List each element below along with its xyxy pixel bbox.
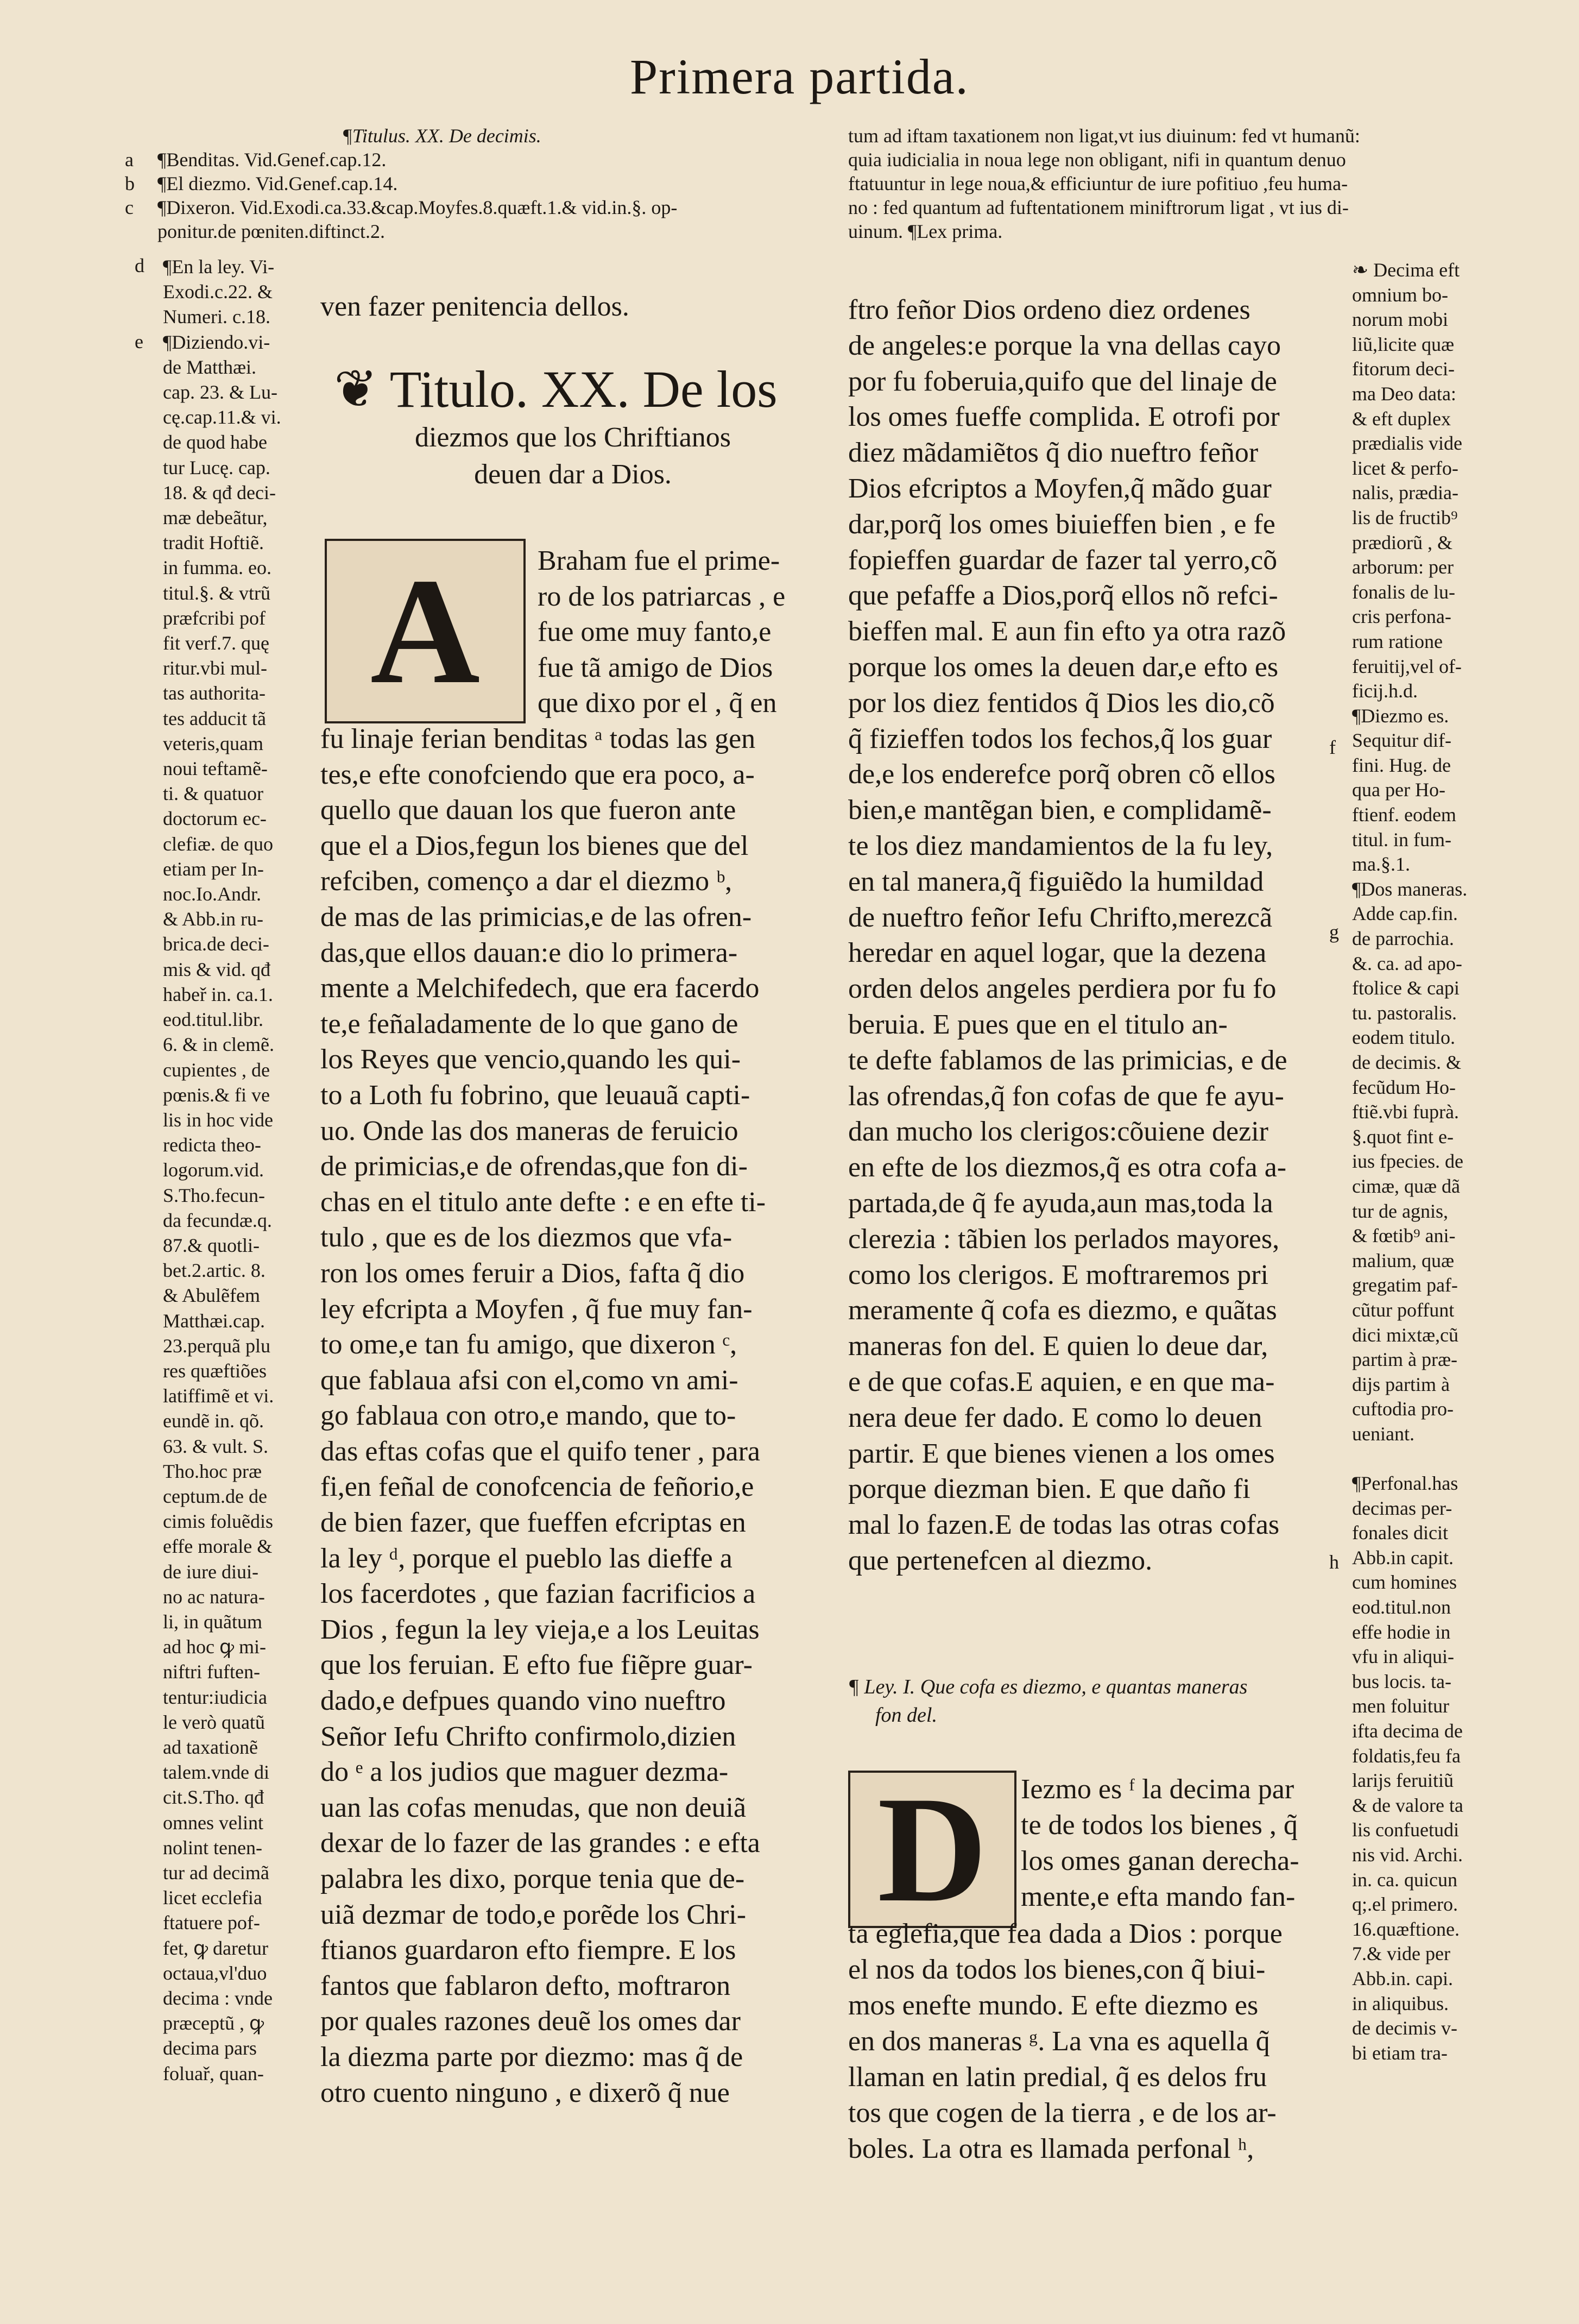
text-line: & Abulẽfem (163, 1284, 260, 1307)
text-line: dan mucho los clerigos:cõuiene dezir (848, 1116, 1268, 1148)
text-line: rum ratione (1352, 630, 1443, 652)
text-line: te,e feñaladamente de lo que gano de (320, 1008, 738, 1040)
text-line: ron los omes feruir a Dios, fafta q̃ dio (320, 1257, 745, 1289)
dropcap-a: A (325, 539, 526, 723)
text-line (1352, 1447, 1493, 1472)
text-line: præceptũ , ꝙ (163, 2012, 264, 2035)
text-line: ad hoc ꝙ mi- (163, 1636, 266, 1658)
text-line: te los diez mandamientos de la fu ley, (848, 830, 1273, 861)
column2-bottom (848, 1916, 1283, 2167)
text-line: ley efcripta a Moyfen , q̃ fue muy fan- (320, 1293, 753, 1325)
text-line: Dios efcriptos a Moyfen,q̃ mãdo guar (848, 473, 1272, 504)
text-line: fecũdum Ho- (1352, 1076, 1456, 1098)
dropcap-d: D (848, 1771, 1016, 1928)
text-line: bus locis. ta- (1352, 1670, 1451, 1692)
text-line: que el a Dios,fegun los bienes que del (320, 830, 749, 861)
text-line: fonales dicit (1352, 1522, 1448, 1544)
text-line: fue tã amigo de Dios (538, 652, 773, 683)
text-line: bien,e mantẽgan bien, e complidamẽ- (848, 795, 1272, 826)
column1-body (320, 721, 766, 2111)
text-line: en efte de los diezmos,q̃ es otra cofa a- (848, 1152, 1287, 1183)
text-line: lis in hoc vide (163, 1109, 273, 1131)
text-line: licet & perfo- (1352, 457, 1458, 479)
text-line: Numeri. c.18. (163, 306, 270, 328)
text-line: e de que cofas.E aquien, e en que ma- (848, 1366, 1275, 1397)
text-line: otro cuento ninguno , e dixerõ q̃ nue (320, 2077, 730, 2108)
text-line: porque diezman bien. E que daño fi (848, 1473, 1250, 1505)
notes-title: ¶Titulus. XX. De decimis. (342, 125, 541, 147)
text-line: in. ca. quicun (1352, 1868, 1457, 1891)
text-line: tum ad iftam taxationem non ligat,vt ius diuinum: fed vt humanũ: (848, 125, 1360, 147)
text-line: de bien fazer, que fueffen efcriptas en (320, 1507, 746, 1539)
text-line: ¶En la ley. Vi- (163, 256, 275, 278)
text-line: cuftodia pro- (1352, 1398, 1454, 1420)
text-line: que fablaua afsi con el,como vn ami- (320, 1364, 738, 1396)
text-line: 16.quæftione. (1352, 1918, 1460, 1940)
text-line: los omes fueffe complida. E otrofi por (848, 401, 1280, 433)
text-line: licet ecclefia (163, 1887, 262, 1909)
text-line: quia iudicialia in noua lege non obligant, nifi in quantum denuo (848, 149, 1346, 171)
text-line: & eft duplex (1352, 407, 1451, 430)
text-line: ftatuere pof- (163, 1912, 260, 1934)
text-line: le verò quatũ (163, 1711, 265, 1733)
text-line: ¶Diziendo.vi- (163, 331, 270, 353)
text-line: nis vid. Archi. (1352, 1844, 1463, 1866)
text-line: orden delos angeles perdiera por fu fo (848, 973, 1277, 1005)
text-line: etiam per In- (163, 858, 264, 880)
text-line: Abb.in capit. (1352, 1546, 1454, 1569)
text-line: ta eglefia,que fea dada a Dios : porque (848, 1918, 1283, 1949)
text-line: el nos da todos los bienes,con q̃ biui- (848, 1954, 1266, 1985)
text-line: cę.cap.11.& vi. (163, 406, 281, 429)
text-line: ftiẽ.vbi fuprà. (1352, 1101, 1459, 1123)
text-line: tes,e efte conofciendo que era poco, a- (320, 759, 755, 790)
column1-intro: ven fazer penitencia dellos. (320, 291, 629, 322)
text-line: que los feruian. E efto fue fiẽpre guar- (320, 1649, 753, 1681)
footnote: a ¶Benditas. Vid.Genef.cap.12. (125, 149, 387, 171)
text-line: meramente q̃ cofa es diezmo, e quãtas (848, 1295, 1277, 1326)
text-line: las ofrendas,q̃ fon cofas de que fe ayu- (848, 1080, 1284, 1112)
text-line: gregatim paf- (1352, 1274, 1458, 1296)
text-line: 23.perquã plu (163, 1334, 270, 1357)
text-line: octaua,vl'duo (163, 1962, 267, 1984)
text-line: to a Loth fu fobrino, que leuauã capti- (320, 1079, 750, 1111)
text-line: de decimis v- (1352, 2017, 1457, 2039)
text-line: Exodi.c.22. & (163, 281, 273, 303)
text-line: ti. & quatuor (163, 783, 263, 805)
fleuron-icon: ❦ (334, 360, 378, 418)
text-line: fopieffen guardar de fazer tal yerro,cõ (848, 544, 1278, 576)
text-line: ficij.h.d. (1352, 680, 1418, 702)
text-line: de quod habe (163, 431, 267, 454)
text-line: das eftas cofas que el quifo tener , para (320, 1435, 760, 1467)
text-line: dexar de lo fazer de las grandes : e efta (320, 1828, 760, 1859)
text-line: ius fpecies. de (1352, 1150, 1463, 1173)
text-line: ro de los patriarcas , e (538, 581, 786, 612)
text-line: larijs feruitiũ (1352, 1769, 1454, 1792)
text-line: in fumma. eo. (163, 557, 271, 579)
text-line: no ac natura- (163, 1585, 265, 1608)
text-line: cris perfona- (1352, 606, 1451, 628)
text-line: de primicias,e de ofrendas,que fon di- (320, 1151, 748, 1182)
text-line: tes adducit tã (163, 707, 266, 729)
text-line: por quales razones deuẽ los omes dar (320, 2006, 741, 2037)
text-line: ftro feñor Dios ordeno diez ordenes (848, 294, 1250, 325)
footnote: b ¶El diezmo. Vid.Genef.cap.14. (125, 173, 398, 194)
text-line: chas en el titulo ante defte : e en efte ti- (320, 1186, 766, 1218)
text-line: boles. La otra es llamada perfonal ʰ, (848, 2133, 1254, 2164)
text-line: ftienf. eodem (1352, 804, 1456, 826)
top-right-gloss (848, 124, 1489, 243)
text-line: prædiorũ , & (1352, 531, 1452, 553)
text-line: res quæftiões (163, 1359, 267, 1382)
text-line: uinum. ¶Lex prima. (848, 221, 1003, 242)
text-line: go fablaua con otro,e mando, que to- (320, 1400, 736, 1432)
text-line: dijs partim à (1352, 1373, 1450, 1395)
text-line: ¶Diezmo es. (1352, 704, 1449, 727)
text-line: tradit Hoftiẽ. (163, 532, 264, 554)
text-line: in aliquibus. (1352, 1992, 1449, 2014)
running-header: Primera partida. (630, 49, 969, 104)
text-line: foldatis,feu fa (1352, 1744, 1461, 1767)
text-line: la diezma parte por diezmo: mas q̃ de (320, 2041, 743, 2073)
text-line: ❧ Decima eft (1352, 259, 1460, 281)
text-line: de nueftro feñor Iefu Chrifto,merezcã (848, 902, 1273, 933)
text-line: 18. & qđ deci- (163, 481, 276, 503)
text-line: effe morale & (163, 1535, 273, 1558)
column2-dropcap-lines (1021, 1772, 1299, 1915)
right-margin-gloss (1352, 258, 1493, 2065)
text-line: redicta theo- (163, 1134, 261, 1156)
text-line: ¶Perfonal.has (1352, 1472, 1458, 1495)
text-line: to ome,e tan fu amigo, que dixeron ᶜ, (320, 1329, 737, 1361)
text-line: los facerdotes , que fazian facrificios a (320, 1578, 756, 1610)
text-line: Dios , fegun la ley vieja,e a los Leuitas (320, 1614, 760, 1645)
text-line: & Abb.in ru- (163, 908, 263, 930)
text-line: nolint tenen- (163, 1836, 262, 1859)
text-line: omnium bo- (1352, 284, 1448, 306)
text-line: omnes velint (163, 1811, 263, 1834)
text-line: Sequitur dif- (1352, 729, 1451, 752)
text-line: en dos maneras ᵍ. La vna es aquella q̃ (848, 2026, 1270, 2057)
text-line: niftri fuften- (163, 1661, 260, 1683)
text-line: dado,e defpues quando vino nueftro (320, 1685, 726, 1717)
text-line: & de valore ta (1352, 1794, 1463, 1816)
text-line: tu. pastoralis. (1352, 1002, 1457, 1024)
text-line: fue ome muy fanto,e (538, 616, 772, 648)
text-line: habeř in. ca.1. (163, 983, 273, 1005)
text-line: heredar en aquel logar, que la dezena (848, 937, 1267, 969)
text-line: cimæ, quæ dã (1352, 1175, 1460, 1197)
text-line: do ᵉ a los judios que maguer dezma- (320, 1756, 729, 1788)
text-line: ad taxationẽ (163, 1736, 258, 1758)
text-line: la ley ᵈ, porque el pueblo las dieffe a (320, 1542, 732, 1574)
text-line: dar,porq̃ los omes biuieffen bien , e fe (848, 508, 1275, 540)
text-line: & fœtib⁹ ani- (1352, 1225, 1456, 1247)
note-marker-f: f (1329, 736, 1336, 758)
text-line: palabra les dixo, porque tenia que de- (320, 1863, 745, 1894)
text-line: 87.& quotli- (163, 1234, 260, 1256)
text-line: te defte fablamos de las primicias, e de (848, 1044, 1287, 1076)
text-line: los omes ganan derecha- (1021, 1846, 1299, 1876)
text-line: feruitij,vel of- (1352, 655, 1462, 677)
text-line: no : fed quantum ad fuftentationem miniftrorum ligat , vt ius di- (848, 197, 1349, 218)
text-line: clefiæ. de quo (163, 833, 273, 855)
footnote: c ¶Dixeron. Vid.Exodi.ca.33.&cap.Moyfes.8.quæft.1.& vid.in.§. op- (125, 197, 678, 218)
text-line: uo. Onde las dos maneras de feruicio (320, 1115, 738, 1147)
text-line: en tal manera,q̃ figuiẽdo la humildad (848, 866, 1264, 897)
text-line: latiffimẽ et vi. (163, 1385, 274, 1407)
text-line: fu linaje ferian benditas ᵃ todas las gen (320, 723, 756, 754)
text-line: da fecundæ.q. (163, 1209, 272, 1231)
text-line: de Matthæi. (163, 356, 256, 378)
text-line: los Reyes que vencio,quando les qui- (320, 1044, 741, 1075)
text-line: uenіant. (1352, 1422, 1414, 1445)
text-line: mos enefte mundo. E efte diezmo es (848, 1990, 1259, 2021)
text-line: porque los omes la deuen dar,e efto es (848, 651, 1279, 683)
text-line: ritur.vbi mul- (163, 657, 267, 679)
text-line: ¶Dos maneras. (1352, 878, 1468, 900)
text-line: diez mãdamiẽtos q̃ dio nueftro feñor (848, 437, 1259, 469)
text-line: nera deue fer dado. E como lo deuen (848, 1402, 1262, 1433)
text-line: de iure diui- (163, 1560, 258, 1583)
text-line: fitorum deci- (1352, 358, 1455, 380)
text-line: cupientes , de (163, 1059, 270, 1081)
text-line: cit.S.Tho. qđ (163, 1786, 264, 1809)
column2-body (848, 292, 1321, 1579)
text-line: cimis foluẽdis (163, 1510, 273, 1533)
text-line: fi,en feñal de conofcencia de feñorio,e (320, 1471, 754, 1503)
text-line: Matthæi.cap. (163, 1309, 265, 1332)
text-line: tulo , que es de los diezmos que vfa- (320, 1222, 732, 1254)
text-line: malium, quæ (1352, 1249, 1454, 1271)
text-line: mente a Melchifedech, que era facerdo (320, 973, 760, 1004)
text-line: decima pars (163, 2037, 257, 2060)
text-line: eod.titul.libr. (163, 1009, 263, 1031)
note-marker-e: e (135, 331, 143, 352)
text-line: bet.2.artic. 8. (163, 1259, 266, 1282)
text-line: talem.vnde di (163, 1761, 269, 1784)
text-line: eod.titul.non (1352, 1596, 1451, 1618)
text-line: norum mobi (1352, 308, 1448, 331)
text-line: mæ debeãtur, (163, 507, 268, 529)
text-line: decimas per- (1352, 1497, 1452, 1519)
text-line: por los diez fentidos q̃ Dios les dio,cõ (848, 687, 1275, 719)
text-line: fini. Hug. de (1352, 754, 1451, 776)
text-line: mal lo fazen.E de todas las otras cofas (848, 1509, 1280, 1541)
text-line: noc.Io.Andr. (163, 883, 261, 905)
text-line: das,que ellos dauan:e dio lo primera- (320, 937, 738, 968)
text-line: lis de fructib⁹ (1352, 506, 1458, 528)
text-line: cum homines (1352, 1571, 1457, 1594)
chapter-subtitle: diezmos que los Chriftianos deuen dar a Dios. (414, 422, 731, 490)
text-line: Iezmo es ᶠ la decima par (1021, 1774, 1294, 1805)
text-line: tos que cogen de la tierra , e de los ar- (848, 2098, 1277, 2128)
text-line: tur de agnis, (1352, 1200, 1448, 1222)
text-line: 7.& vide per (1352, 1943, 1450, 1965)
text-line: eundẽ in. qõ. (163, 1410, 264, 1432)
text-line: q̃ fizieffen todos los fechos,q̃ los guar (848, 723, 1272, 754)
text-line: por fu foberuia,quifo que del linaje de (848, 366, 1277, 397)
law-heading: ¶ Ley. I. Que cofa es diezmo, e quantas maneras fon del. (848, 1676, 1248, 1727)
text-line: que pertenefcen al diezmo. (848, 1545, 1153, 1576)
text-line: vfu in aliqui- (1352, 1646, 1454, 1668)
top-footnotes (125, 124, 814, 243)
text-line: te de todos los bienes , q̃ (1021, 1810, 1298, 1841)
text-line: mis & vid. qđ (163, 958, 271, 980)
text-line: q;.el primero. (1352, 1893, 1458, 1916)
text-line: ifta decima de (1352, 1720, 1463, 1742)
text-line: uan las cofas menudas, que non deuiã (320, 1792, 747, 1823)
text-line: cũtur poffunt (1352, 1299, 1455, 1321)
text-line: 63. & vult. S. (163, 1435, 269, 1457)
text-line: fit verf.7. quę (163, 632, 269, 654)
text-line: arborum: per (1352, 556, 1454, 578)
text-line: S.Tho.fecun- (163, 1184, 265, 1206)
text-line: tur Lucę. cap. (163, 456, 270, 478)
text-line: foluař, quan- (163, 2062, 264, 2084)
text-line: fet, ꝙ daretur (163, 1937, 268, 1959)
text-line: veteris,quam (163, 732, 263, 754)
text-line: cap. 23. & Lu- (163, 381, 277, 404)
text-line: de,e los enderefce porq̃ obren cõ ellos (848, 759, 1275, 790)
text-line: Braham fue el prime- (538, 545, 780, 576)
text-line: bi etiam tra- (1352, 2042, 1448, 2064)
text-line: titul.§. & vtrũ (163, 582, 270, 604)
text-line: effe hodie in (1352, 1621, 1451, 1643)
text-line: 6. & in clemẽ. (163, 1034, 274, 1056)
text-line: como los clerigos. E moftraremos pri (848, 1259, 1269, 1290)
text-line: ma.§.1. (1352, 853, 1410, 876)
text-line: pœnis.& fi ve (163, 1084, 270, 1106)
text-line: Señor Iefu Chrifto confirmolo,dizien (320, 1721, 736, 1752)
text-line: qua per Ho- (1352, 779, 1445, 801)
text-line: partim à præ- (1352, 1349, 1457, 1371)
text-line: fonalis de lu- (1352, 581, 1455, 603)
text-line: partir. E que bienes vienen a los omes (848, 1438, 1275, 1469)
text-line: beruia. E pues que en el titulo an- (848, 1009, 1228, 1040)
text-line: quello que dauan los que fueron ante (320, 795, 736, 826)
text-line: logorum.vid. (163, 1159, 264, 1181)
text-line: de parrochia. (1352, 928, 1454, 950)
text-line: bieffen mal. E aun fin efto ya otra razõ (848, 616, 1286, 647)
text-line: nalis, prædia- (1352, 482, 1458, 504)
text-line: maneras fon del. E quien lo deue dar, (848, 1331, 1268, 1362)
text-line: §.quot fint e- (1352, 1125, 1454, 1148)
text-line: Adde cap.fin. (1352, 903, 1458, 925)
text-line: &. ca. ad apo- (1352, 952, 1462, 974)
chapter-title: ❦ Titulo. XX. De los (334, 360, 778, 418)
text-line: Tho.hoc præ (163, 1460, 262, 1482)
text-line: de angeles:e porque la vna dellas cayo (848, 330, 1281, 361)
text-line: titul. in fum- (1352, 828, 1451, 851)
text-line: de decimis. & (1352, 1051, 1461, 1073)
text-line: tentur:iudicia (163, 1686, 267, 1708)
text-line: partada,de q̃ fe ayuda,aun mas,toda la (848, 1187, 1273, 1219)
text-line: doctorum ec- (163, 808, 267, 830)
footnote: ponitur.de pœniten.diftinct.2. (157, 221, 385, 242)
text-line: ftatuuntur in lege noua,& efficiuntur de iure pofitiuo ,feu huma- (848, 173, 1348, 194)
text-line: ftolice & capi (1352, 977, 1460, 999)
column1-dropcap-lines (538, 543, 785, 721)
text-line: Abb.in. capi. (1352, 1967, 1453, 1989)
text-line: tur ad decimã (163, 1862, 269, 1884)
text-line: tas authorita- (163, 682, 266, 704)
text-line: brica.de deci- (163, 933, 269, 955)
text-line: uiã dezmar de todo,e porẽde los Chri- (320, 1899, 747, 1930)
text-line: que pefaffe a Dios,porq̃ ellos nõ refci- (848, 580, 1278, 612)
text-line: liũ,licite quæ (1352, 333, 1454, 355)
text-line: decima : vnde (163, 1987, 273, 2010)
text-line: dici mixtæ,cũ (1352, 1324, 1458, 1346)
text-line: lis confuetudi (1352, 1819, 1459, 1841)
footnote-list (125, 148, 814, 243)
note-marker-g: g (1329, 921, 1339, 943)
text-line: ceptum.de de (163, 1485, 267, 1507)
text-line: men foluitur (1352, 1695, 1449, 1717)
text-line: noui teftamẽ- (163, 758, 268, 780)
text-line: li, in quãtum (163, 1610, 262, 1633)
text-line: ftianos guardaron efto fiempre. E los (320, 1935, 736, 1966)
text-line: prædialis vide (1352, 432, 1462, 455)
text-line: llaman en latin predial, q̃ es delos fru (848, 2062, 1267, 2093)
note-marker-d: d (135, 255, 144, 276)
text-line: fantos que fablaron defto, moftraron (320, 1970, 731, 2001)
text-line: refciben, començo a dar el diezmo ᵇ, (320, 866, 732, 897)
text-line: præfcribi pof (163, 607, 266, 629)
text-line: ma Deo data: (1352, 382, 1456, 405)
text-line: que dixo por el , q̃ en (538, 688, 777, 719)
text-line: clerezia : tãbien los perlados mayores, (848, 1223, 1280, 1255)
text-line: de mas de las primicias,e de las ofren- (320, 901, 752, 933)
note-marker-h: h (1329, 1551, 1339, 1573)
left-margin-gloss (163, 254, 303, 2086)
text-line: mente,e efta mando fan- (1021, 1881, 1296, 1912)
text-line: eodem titulo. (1352, 1026, 1455, 1049)
